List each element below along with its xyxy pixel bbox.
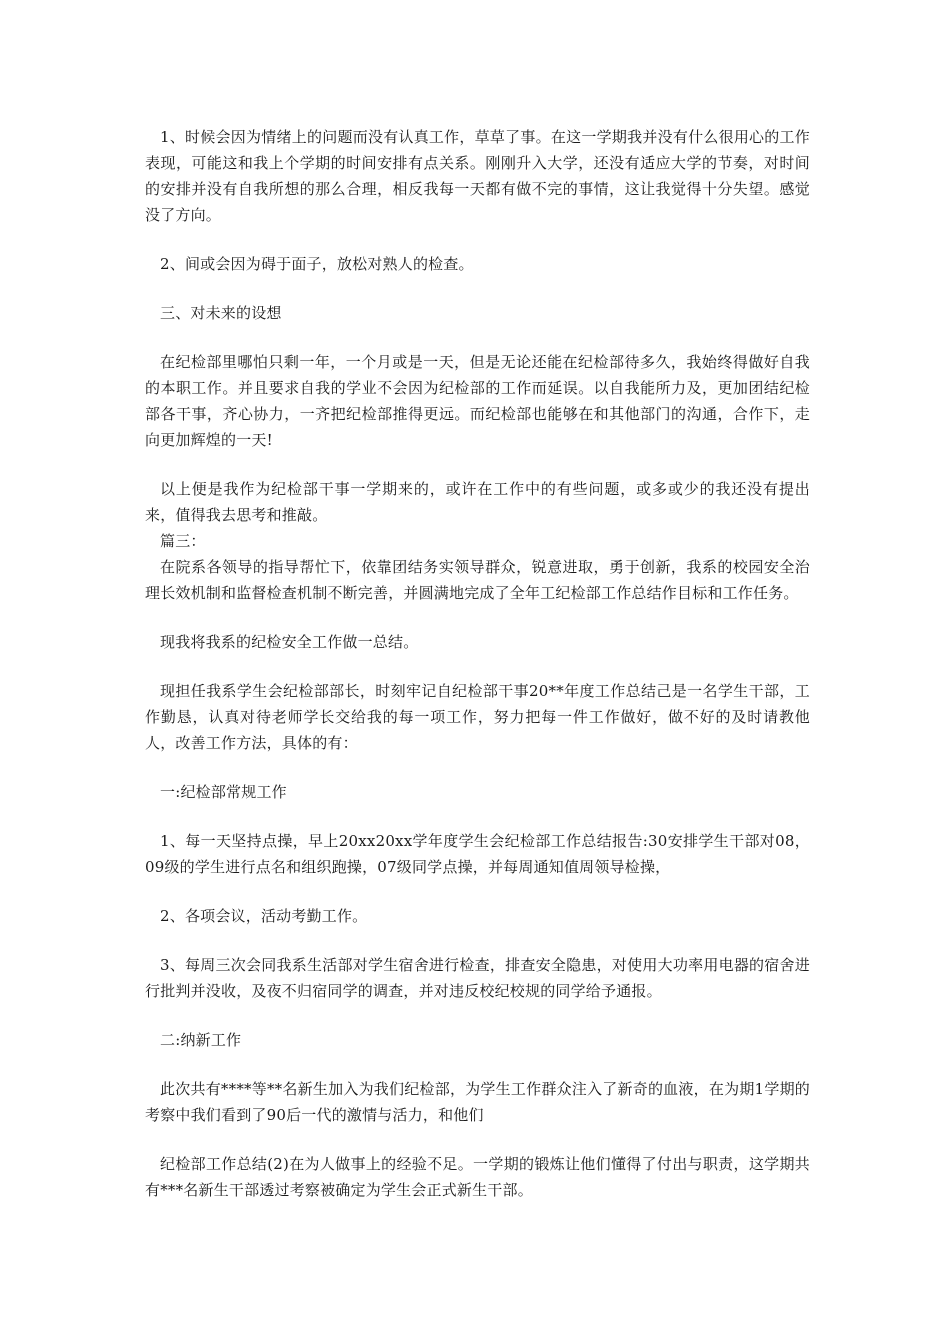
- paragraph-summary-statement: 现我将我系的纪检安全工作做一总结。: [160, 633, 419, 651]
- paragraph-issue-1: 1、时候会因为情绪上的问题而没有认真工作，草草了事。在这一学期我并没有什么很用心的工作表现，可能这和我上个学期的时间安排有点关系。刚刚升入大学，还没有适应大学的节奏，对时间的安排并没有自我所想的那么合理，相反我每一天都有做不完的事情，这让我觉得十分失望。感觉没了方向。: [145, 128, 810, 224]
- paragraph-role-description: 现担任我系学生会纪检部部长，时刻牢记自纪检部干事20**年度工作总结己是一名学生干部，工作勤恳，认真对待老师学长交给我的每一项工作，努力把每一件工作做好，做不好的及时请教他人，改善工作方法，具体的有：: [145, 682, 810, 752]
- section-heading-recruitment: 二:纳新工作: [160, 1031, 242, 1049]
- document-body: [145, 124, 810, 1226]
- paragraph-routine-3: 3、每周三次会同我系生活部对学生宿舍进行检查，排查安全隐患，对使用大功率用电器的宿舍进行批判并没收，及夜不归宿同学的调查，并对违反校纪校规的同学给予通报。: [145, 956, 810, 1000]
- section-heading-future: 三、对未来的设想: [160, 304, 282, 322]
- paragraph-part-three-intro: 在院系各领导的指导帮忙下，依靠团结务实领导群众，锐意进取，勇于创新，我系的校园安全治理长效机制和监督检查机制不断完善，并圆满地完成了全年工纪检部工作总结作目标和工作任务。: [145, 558, 810, 602]
- paragraph-future-plan: 在纪检部里哪怕只剩一年，一个月或是一天，但是无论还能在纪检部待多久，我始终得做好自我的本职工作。并且要求自我的学业不会因为纪检部的工作而延误。以自我能所力及，更加团结纪检部各干事，齐心协力，一齐把纪检部推得更远。而纪检部也能够在和其他部门的沟通，合作下，走向更加辉煌的一天!: [145, 353, 810, 449]
- paragraph-routine-2: 2、各项会议，活动考勤工作。: [160, 907, 368, 925]
- paragraph-issue-2: 2、间或会因为碍于面子，放松对熟人的检查。: [160, 255, 474, 273]
- paragraph-recruitment-1: 此次共有****等**名新生加入为我们纪检部，为学生工作群众注入了新奇的血液，在为期1学期的考察中我们看到了90后一代的激情与活力，和他们: [145, 1080, 810, 1124]
- section-heading-part-three: 篇三：: [160, 532, 206, 550]
- section-heading-routine-work: 一:纪检部常规工作: [160, 783, 287, 801]
- paragraph-routine-1: 1、每一天坚持点操，早上20xx20xx学年度学生会纪检部工作总结报告:30安排学生干部对08，09级的学生进行点名和组织跑操，07级同学点操，并每周通知值周领导检操，: [145, 832, 810, 876]
- paragraph-recruitment-2: 纪检部工作总结(2)在为人做事上的经验不足。一学期的锻炼让他们懂得了付出与职责，这学期共有***名新生干部透过考察被确定为学生会正式新生干部。: [145, 1155, 810, 1199]
- paragraph-summary-closing: 以上便是我作为纪检部干事一学期来的，或许在工作中的有些问题，或多或少的我还没有提出来，值得我去思考和推敲。: [145, 480, 810, 524]
